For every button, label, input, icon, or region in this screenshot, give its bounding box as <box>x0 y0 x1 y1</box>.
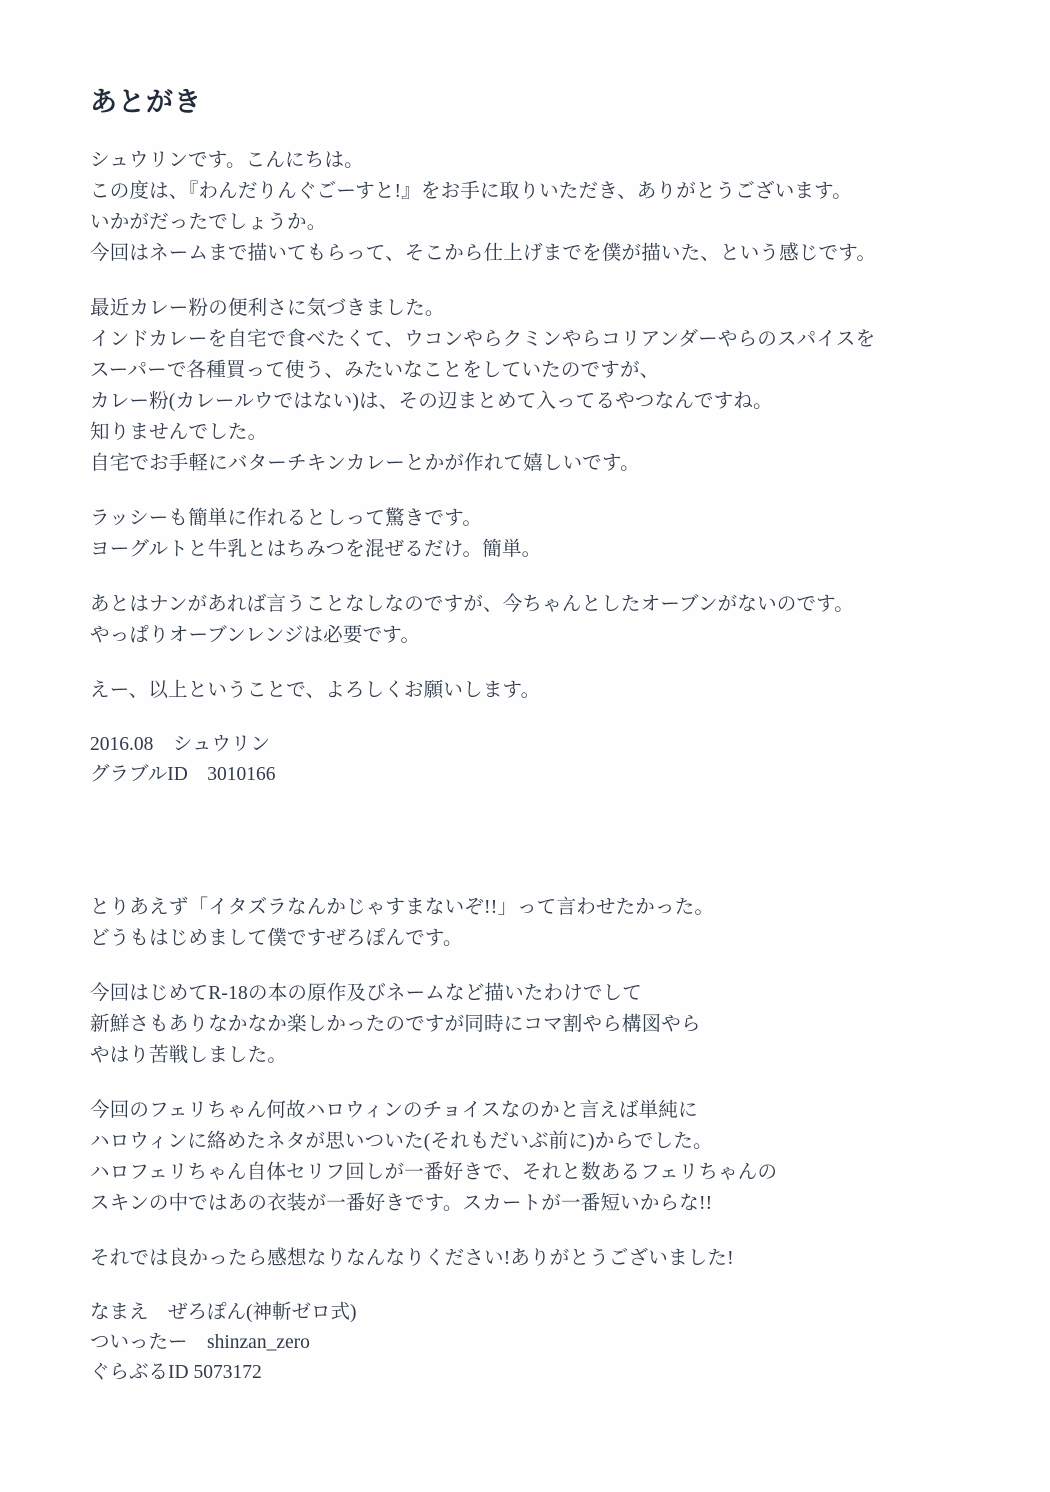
paragraph: ラッシーも簡単に作れるとしって驚きです。 ヨーグルトと牛乳とはちみつを混ぜるだけ。簡単。 <box>90 508 542 560</box>
paragraph: とりあえず「イタズラなんかじゃすまないぞ!!」って言わせたかった。 どうもはじめまして僕ですぜろぽんです。 <box>90 897 715 949</box>
afterword-section-one <box>90 145 960 790</box>
paragraph: 今回のフェリちゃん何故ハロウィンのチョイスなのかと言えば単純に ハロウィンに絡めたネタが思いついた(それもだいぶ前に)からでした。 ハロフェリちゃん自体セリフ回しが一番好きで、それと数あるフェリちゃんの スキンの中ではあの衣装が一番好きです。スカートが一番短いからな!! <box>90 1100 778 1214</box>
section-divider-space <box>90 800 960 892</box>
paragraph: 今回はじめてR-18の本の原作及びネームなど描いたわけでして 新鮮さもありなかなか楽しかったのですが同時にコマ割やら構図やら やはり苦戦しました。 <box>90 983 701 1066</box>
paragraph: あとはナンがあれば言うことなしなのですが、今ちゃんとしたオーブンがないのです。 やっぱりオーブンレンジは必要です。 <box>90 594 855 646</box>
signature-block: 2016.08 シュウリン グラブルID 3010166 <box>90 734 276 785</box>
paragraph: 最近カレー粉の便利さに気づきました。 インドカレーを自宅で食べたくて、ウコンやらクミンやらコリアンダーやらのスパイスを スーパーで各種買って使う、みたいなことをしていたのですが、 カレー粉(カレールウではない)は、その辺まとめて入ってるやつなんですね。 知りませんでした。 自宅でお手軽にバターチキンカレーとかが作れて嬉しいです。 <box>90 298 876 474</box>
paragraph: シュウリンです。こんにちは。 この度は、『わんだりんぐごーすと!』をお手に取りいただき、ありがとうございます。 いかがだったでしょうか。 今回はネームまで描いてもらって、そこから仕上げまでを僕が描いた、という感じです。 <box>90 150 877 264</box>
page-title: あとがき <box>90 87 202 117</box>
paragraph: えー、以上ということで、よろしくお願いします。 <box>90 680 541 701</box>
signature-block: なまえ ぜろぽん(神斬ゼロ式) ついったー shinzan_zero ぐらぶるID 5073172 <box>90 1302 357 1383</box>
paragraph: それでは良かったら感想なりなんなりください!ありがとうございました! <box>90 1248 734 1269</box>
afterword-section-two <box>90 892 960 1388</box>
